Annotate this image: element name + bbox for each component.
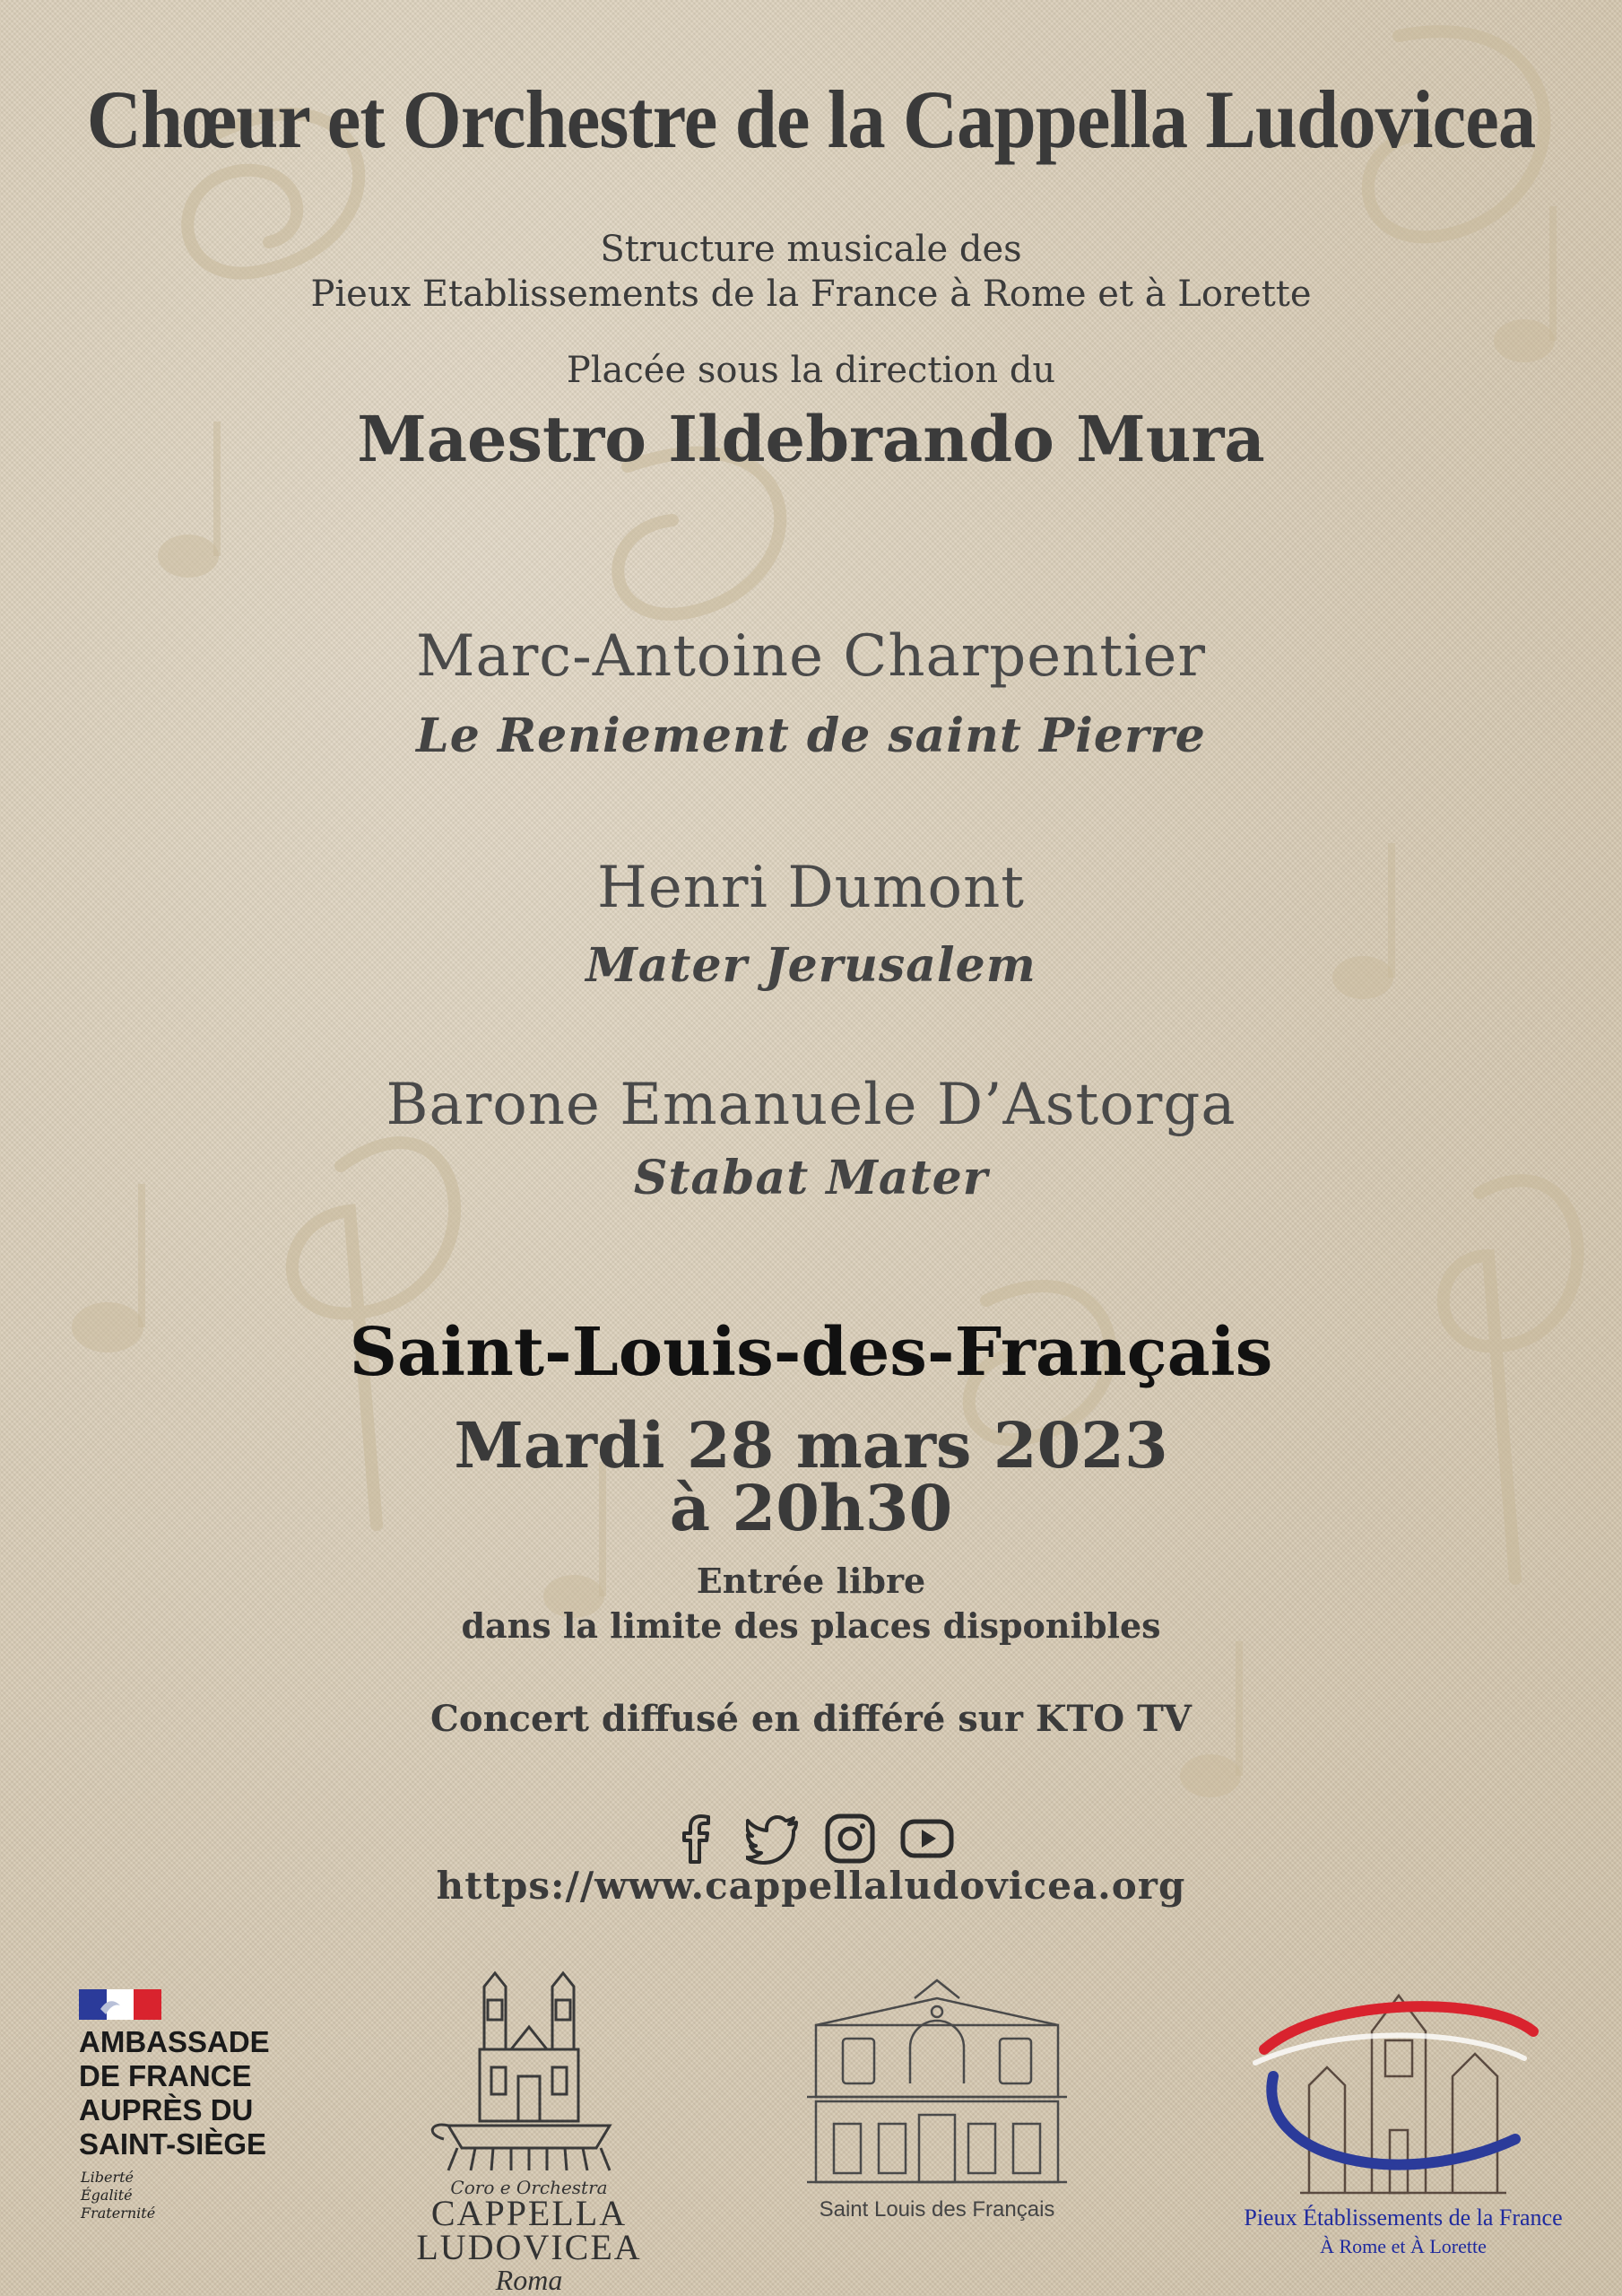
composer-name: Marc-Antoine Charpentier — [416, 623, 1206, 690]
cappella-ludovicea-logo — [395, 1969, 664, 2296]
entry-line-2: dans la limite des places disponibles — [461, 1605, 1161, 1646]
motto-line: Égalité — [81, 2187, 133, 2204]
ambassade-logo — [79, 1989, 303, 2249]
ambassade-line: SAINT-SIÈGE — [79, 2127, 267, 2161]
direction-line: Placée sous la direction du — [566, 350, 1056, 391]
event-date: Mardi 28 mars 2023 — [454, 1408, 1168, 1483]
ambassade-line: DE FRANCE — [79, 2059, 252, 2092]
pieux-emblem-icon — [1219, 1978, 1587, 2202]
pieux-caption-line-1: Pieux Établissements de la France — [1244, 2205, 1563, 2231]
composer-name: Barone Emanuele D’Astorga — [386, 1072, 1236, 1138]
work-title: Mater Jerusalem — [585, 938, 1037, 993]
cappella-name: CAPPELLA — [430, 2193, 628, 2233]
work-title: Le Reniement de saint Pierre — [416, 709, 1206, 763]
work-title: Stabat Mater — [633, 1151, 989, 1205]
saint-louis-caption: Saint Louis des Français — [819, 2197, 1055, 2222]
website-link[interactable]: https://www.cappellaludovicea.org — [436, 1864, 1186, 1908]
social-icons — [655, 1812, 968, 1866]
twitter-icon[interactable] — [746, 1812, 800, 1866]
pieux-etablissements-logo — [1219, 1978, 1587, 2274]
instagram-icon[interactable] — [823, 1812, 877, 1866]
ambassade-line: AMBASSADE — [79, 2025, 270, 2058]
venue-name: Saint-Louis-des-Français — [349, 1314, 1273, 1391]
structure-line-1: Structure musicale des — [600, 229, 1022, 270]
cappella-subtitle: Coro e Orchestra — [450, 2177, 608, 2198]
structure-line-2: Pieux Etablissements de la France à Rome et à Lorette — [310, 274, 1312, 315]
pieux-caption-line-2: À Rome et À Lorette — [1320, 2235, 1487, 2257]
saint-louis-logo — [789, 1971, 1085, 2240]
motto-line: Fraternité — [81, 2205, 156, 2222]
composer-name: Henri Dumont — [597, 855, 1025, 921]
note-decoration — [1180, 1754, 1241, 1797]
event-time: à 20h30 — [669, 1471, 953, 1545]
poster-title: Chœur et Orchestre de la Cappella Ludovicea — [86, 74, 1536, 165]
church-facade-icon — [395, 1969, 664, 2175]
facebook-icon[interactable] — [669, 1812, 723, 1866]
conductor-name: Maestro Ildebrando Mura — [357, 402, 1265, 476]
cappella-name: LUDOVICEA — [416, 2227, 642, 2267]
note-decoration — [158, 535, 219, 578]
motto-line: Liberté — [81, 2169, 134, 2186]
entry-line-1: Entrée libre — [696, 1561, 926, 1601]
cappella-city: Roma — [495, 2264, 563, 2296]
marianne-flag-icon — [79, 1989, 161, 2020]
youtube-icon[interactable] — [900, 1812, 954, 1866]
saint-louis-facade-icon — [789, 1971, 1085, 2196]
ambassade-line: AUPRÈS DU — [79, 2093, 254, 2126]
treble-clef-decoration — [618, 453, 780, 614]
broadcast-notice: Concert diffusé en différé sur KTO TV — [430, 1698, 1192, 1740]
